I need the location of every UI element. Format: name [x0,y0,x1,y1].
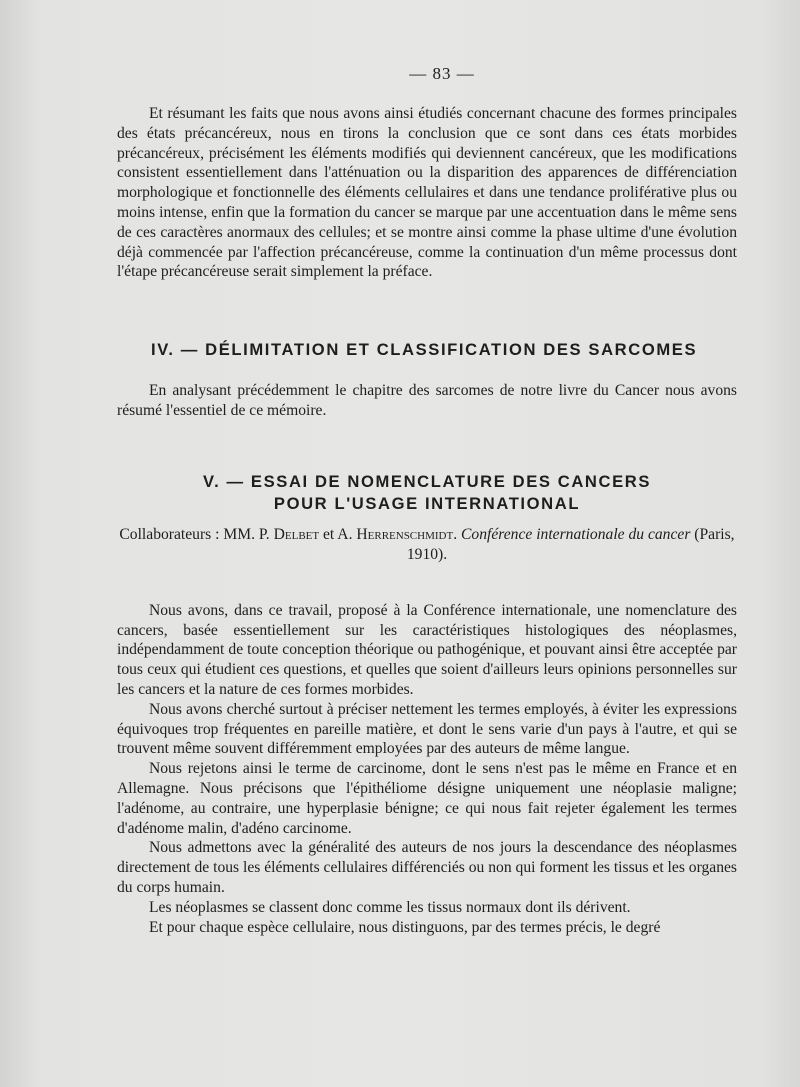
collab-prefix: Collaborateurs : MM. P. [119,525,270,543]
section-iv-heading: IV. — DÉLIMITATION ET CLASSIFICATION DES SARCOMES [151,340,698,360]
collaborators-line [117,525,737,565]
publication-title: Conférence internationale du cancer [461,525,691,543]
section-v-heading [117,471,737,515]
section-v-paragraph-3: Nous rejetons ainsi le terme de carcinome, dont le sens n'est pas le même en France et en Allemagne. Nous précisons que l'épithéliome désigne uniquement une néoplasie maligne; l'adénome, au contraire, une hyperplasie bénigne; ce qui nous fait rejeter également les termes d'adénome malin, d'adéno carcinome. [117,760,737,837]
section-v-paragraph-6: Et pour chaque espèce cellulaire, nous distinguons, par des termes précis, le degré [149,918,661,936]
section-v-paragraph-4: Nous admettons avec la généralité des auteurs de nos jours la descendance des néoplasmes directement de tous les éléments cellulaires différenciés ou non qui forment les tissus et les organes du corps humain. [117,839,737,896]
publication-place: (Paris, 1910). [406,525,735,563]
section-v-heading-line1: V. — ESSAI DE NOMENCLATURE DES CANCERS [202,471,652,491]
section-v-heading-line2: POUR L'USAGE INTERNATIONAL [273,493,581,513]
author-herrenschmidt: Herrenschmidt. [356,525,458,543]
section-v-paragraph-5: Les néoplasmes se classent donc comme les tissus normaux dont ils dérivent. [149,898,631,916]
intro-paragraph: Et résumant les faits que nous avons ainsi étudiés concernant chacune des formes principales des états précancéreux, nous en tirons la conclusion que ce sont dans ces états morbides précancéreux, précisément les éléments modifiés qui deviennent cancéreux, que les modifications consistent essentiellement dans l'atténuation ou la disparition des apparences de différenciation morphologique et fonctionnelle des éléments cellulaires et dans une tendance proliférative plus ou moins intense, enfin que la formation du cancer se marque par une accentuation dans le même sens de ces caractères anormaux des cellules; et se montre ainsi comme la phase ultime d'une évolution déjà commencée par l'affection précancéreuse, comme la continuation d'un même processus dont l'étape précancéreuse serait simplement la préface. [117,105,737,281]
section-iv-paragraph: En analysant précédemment le chapitre des sarcomes de notre livre du Cancer nous avons résumé l'essentiel de ce mémoire. [117,382,737,419]
section-v-paragraph-2: Nous avons cherché surtout à préciser nettement les termes employés, à éviter les expressions équivoques trop fréquentes en pareille matière, et dont le sens varie d'un pays à l'autre, et qui se trouvent même souvent différemment employées par des auteurs de même langue. [117,700,737,758]
page-number: — 83 — [409,64,475,83]
section-v-paragraph-1: Nous avons, dans ce travail, proposé à la Conférence internationale, une nomenclature des cancers, basée essentiellement sur les caractéristiques histologiques des néoplasmes, indépendamment de toute conception théorique ou pathogénique, et pouvant ainsi être acceptée par tous ceux qui étudient ces questions, et quelles que soient d'ailleurs leurs opinions personnelles sur les cancers et la nature de ces formes morbides. [117,601,737,698]
page-content [117,64,737,937]
author-delbet: Delbet [273,525,320,543]
collab-and: et A. [323,525,353,543]
